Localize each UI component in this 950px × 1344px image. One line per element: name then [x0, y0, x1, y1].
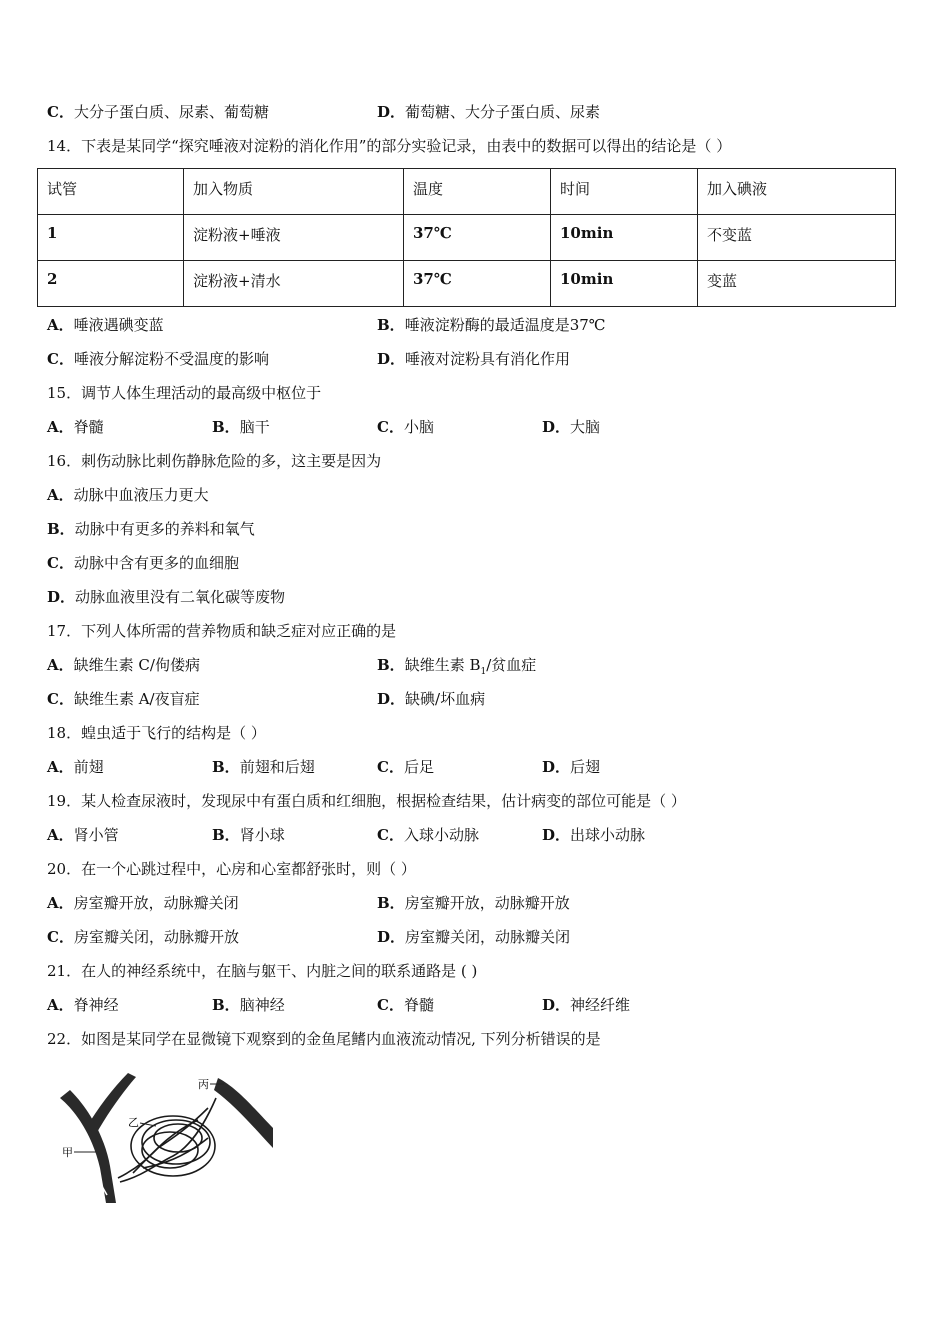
q19-option-a — [47, 825, 119, 845]
table-cell: 10min — [551, 215, 698, 261]
option-label: D． — [542, 758, 571, 776]
option-text: /贫血症 — [486, 656, 537, 674]
table-header-cell: 温度 — [404, 169, 551, 215]
q14-stem: 14．下表是某同学“探究唾液对淀粉的消化作用”的部分实验记录，由表中的数据可以得出的结论是（ ） — [47, 137, 732, 155]
option-text: 动脉血液里没有二氧化碳等废物 — [75, 588, 286, 606]
table-cell: 淀粉液+清水 — [184, 261, 404, 307]
option-text: 唾液遇碘变蓝 — [73, 316, 164, 334]
option-text: 脊神经 — [73, 996, 119, 1014]
q17-option-d — [377, 689, 485, 709]
q21-option-b — [212, 995, 285, 1015]
option-text: 唾液淀粉酶的最适温度是37℃ — [404, 316, 606, 334]
option-text: 脑干 — [239, 418, 270, 436]
option-label: A． — [47, 758, 74, 776]
q15-option-b — [212, 417, 270, 437]
q14-option-d — [377, 349, 570, 369]
q14-option-b — [377, 315, 606, 335]
option-label: A． — [47, 656, 74, 674]
blood-flow-figure — [58, 1068, 278, 1210]
option-label: B． — [47, 520, 75, 538]
table-header-row — [38, 169, 896, 215]
option-label: D． — [542, 418, 571, 436]
option-text: 脊髓 — [73, 418, 104, 436]
q19-option-d — [542, 825, 645, 845]
option-text: 脊髓 — [403, 996, 434, 1014]
option-label: C． — [47, 554, 74, 572]
option-text: 葡萄糖、大分子蛋白质、尿素 — [405, 103, 601, 121]
q19-stem: 19．某人检查尿液时，发现尿中有蛋白质和红细胞，根据检查结果，估计病变的部位可能是（ ） — [47, 792, 686, 810]
option-label: A． — [47, 486, 74, 504]
option-text: 入球小动脉 — [403, 826, 479, 844]
q21-stem: 21．在人的神经系统中，在脑与躯干、内脏之间的联系通路是 ( ) — [47, 962, 478, 980]
table-cell: 变蓝 — [698, 261, 896, 307]
q20-option-c — [47, 927, 239, 947]
q18-stem: 18．蝗虫适于飞行的结构是（ ） — [47, 724, 266, 742]
experiment-table — [37, 168, 896, 307]
table-cell: 37℃ — [404, 261, 551, 307]
option-label: C． — [47, 350, 74, 368]
q15-option-a — [47, 417, 104, 437]
option-text: 缺碘/坏血病 — [405, 690, 486, 708]
option-label: C． — [377, 996, 404, 1014]
q14-option-c — [47, 349, 269, 369]
option-text: 肾小管 — [73, 826, 119, 844]
option-text: 缺维生素 C/佝偻病 — [73, 656, 200, 674]
option-text: 唾液对淀粉具有消化作用 — [405, 350, 571, 368]
option-text: 大脑 — [570, 418, 601, 436]
table-cell: 1 — [38, 215, 184, 261]
vessel-bing — [214, 1078, 273, 1148]
option-label: C． — [47, 928, 74, 946]
option-text: 动脉中含有更多的血细胞 — [73, 554, 239, 572]
option-text: 动脉中血液压力更大 — [73, 486, 209, 504]
q13-option-d — [377, 102, 600, 122]
label-yi: 乙 — [128, 1116, 139, 1129]
q15-option-d — [542, 417, 600, 437]
option-label: B． — [377, 656, 405, 674]
option-text: 房室瓣关闭，动脉瓣关闭 — [405, 928, 571, 946]
q16-option-a — [47, 485, 209, 505]
label-bing: 丙 — [198, 1078, 209, 1091]
q19-option-c — [377, 825, 479, 845]
option-label: A． — [47, 996, 74, 1014]
q20-stem: 20．在一个心跳过程中，心房和心室都舒张时，则（ ） — [47, 860, 416, 878]
option-label: D． — [377, 928, 406, 946]
q14-option-a — [47, 315, 164, 335]
table-cell: 2 — [38, 261, 184, 307]
q22-stem: 22．如图是某同学在显微镜下观察到的金鱼尾鳍内血液流动情况, 下列分析错误的是 — [47, 1030, 601, 1048]
option-label: D． — [542, 826, 571, 844]
option-label: B． — [377, 894, 405, 912]
option-label: D． — [542, 996, 571, 1014]
option-label: D． — [377, 350, 406, 368]
option-text: 脑神经 — [239, 996, 285, 1014]
option-label: C． — [377, 826, 404, 844]
q21-option-a — [47, 995, 119, 1015]
option-label: C． — [377, 758, 404, 776]
q18-option-d — [542, 757, 600, 777]
q21-option-c — [377, 995, 434, 1015]
q16-option-d — [47, 587, 285, 607]
option-label: A． — [47, 316, 74, 334]
option-text: 神经纤维 — [570, 996, 631, 1014]
option-text: 大分子蛋白质、尿素、葡萄糖 — [73, 103, 269, 121]
q19-option-b — [212, 825, 285, 845]
option-label: B． — [212, 418, 240, 436]
q18-option-b — [212, 757, 315, 777]
option-text: 后翅 — [570, 758, 601, 776]
option-text: 缺维生素 B — [404, 656, 481, 674]
option-text: 前翅 — [73, 758, 104, 776]
q20-option-a — [47, 893, 239, 913]
q18-option-a — [47, 757, 104, 777]
label-jia: 甲 — [62, 1146, 73, 1159]
option-label: A． — [47, 894, 74, 912]
table-cell: 淀粉液+唾液 — [184, 215, 404, 261]
q18-option-c — [377, 757, 434, 777]
capillary-network — [118, 1098, 216, 1182]
table-cell: 不变蓝 — [698, 215, 896, 261]
option-text: 动脉中有更多的养料和氧气 — [74, 520, 255, 538]
option-label: D． — [377, 103, 406, 121]
table-header-cell: 加入碘液 — [698, 169, 896, 215]
option-text: 唾液分解淀粉不受温度的影响 — [73, 350, 269, 368]
q16-stem: 16．刺伤动脉比刺伤静脉危险的多，这主要是因为 — [47, 452, 382, 470]
option-text: 房室瓣关闭，动脉瓣开放 — [73, 928, 239, 946]
option-text: 房室瓣开放，动脉瓣关闭 — [73, 894, 239, 912]
subscript: 1 — [480, 667, 487, 677]
q16-option-c — [47, 553, 239, 573]
table-header-cell: 试管 — [38, 169, 184, 215]
option-label: A． — [47, 826, 74, 844]
q16-option-b — [47, 519, 255, 539]
q15-option-c — [377, 417, 434, 437]
option-text: 前翅和后翅 — [239, 758, 315, 776]
q17-option-a — [47, 655, 200, 675]
table-header-cell: 时间 — [551, 169, 698, 215]
option-text: 后足 — [403, 758, 434, 776]
option-label: A． — [47, 418, 74, 436]
option-text: 出球小动脉 — [570, 826, 646, 844]
option-label: C． — [47, 690, 74, 708]
q13-option-c — [47, 102, 269, 122]
table-row — [38, 261, 896, 307]
table-header-cell: 加入物质 — [184, 169, 404, 215]
q20-option-d — [377, 927, 570, 947]
option-label: B． — [212, 826, 240, 844]
option-label: C． — [377, 418, 404, 436]
option-label: C． — [47, 103, 74, 121]
option-text: 缺维生素 A/夜盲症 — [73, 690, 200, 708]
q15-stem: 15．调节人体生理活动的最高级中枢位于 — [47, 384, 322, 402]
table-cell: 10min — [551, 261, 698, 307]
option-label: D． — [377, 690, 406, 708]
q21-option-d — [542, 995, 630, 1015]
option-label: B． — [212, 758, 240, 776]
option-label: B． — [212, 996, 240, 1014]
option-label: B． — [377, 316, 405, 334]
option-text: 房室瓣开放，动脉瓣开放 — [404, 894, 570, 912]
option-label: D． — [47, 588, 76, 606]
q17-stem: 17．下列人体所需的营养物质和缺乏症对应正确的是 — [47, 622, 397, 640]
option-text: 肾小球 — [239, 826, 285, 844]
q17-option-b — [377, 655, 536, 682]
table-row — [38, 215, 896, 261]
q17-option-c — [47, 689, 200, 709]
q20-option-b — [377, 893, 570, 913]
option-text: 小脑 — [403, 418, 434, 436]
table-cell: 37℃ — [404, 215, 551, 261]
